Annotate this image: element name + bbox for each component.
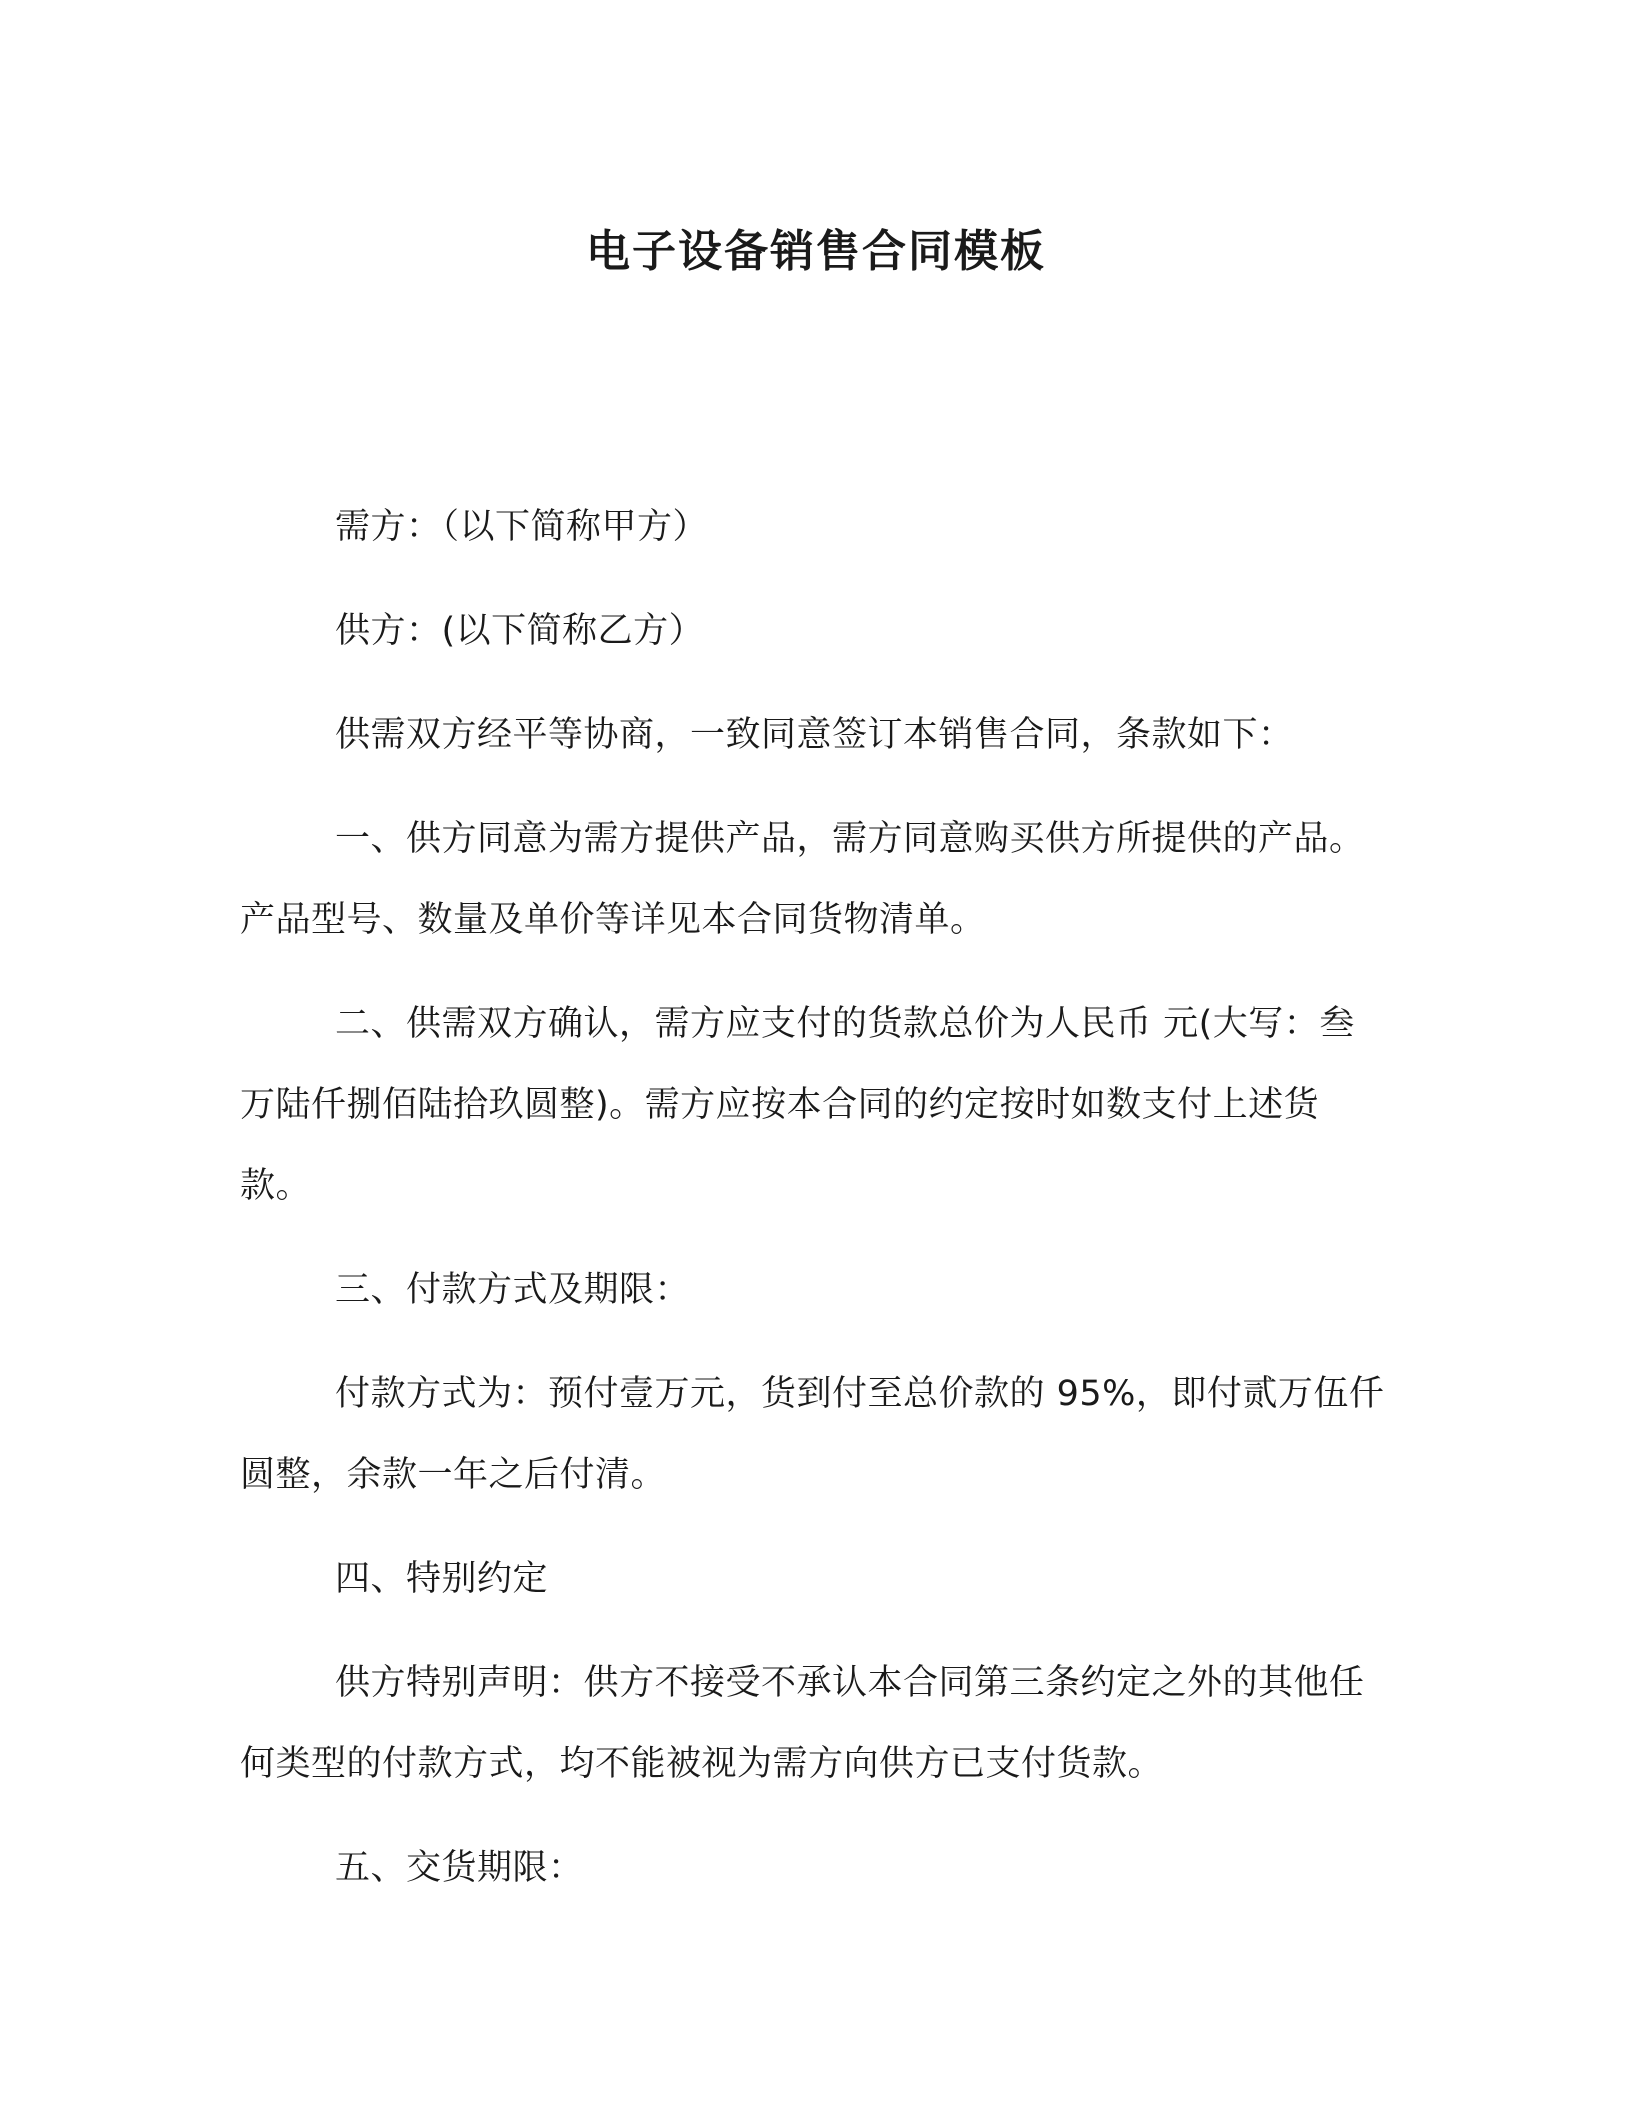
paragraph-special-statement: 供方特别声明：供方不接受不承认本合同第三条约定之外的其他任何类型的付款方式，均不能被视为需方向供方已支付货款。 [240, 1663, 1365, 1784]
paragraph-clause-4-heading: 四、特别约定 [335, 1559, 549, 1599]
document-body [240, 487, 1390, 1909]
paragraph-seller: 供方：(以下简称乙方） [335, 611, 705, 651]
paragraph-intro: 供需双方经平等协商，一致同意签订本销售合同，条款如下： [335, 715, 1294, 755]
document-title: 电子设备销售合同模板 [586, 226, 1046, 277]
paragraph-payment-terms: 付款方式为：预付壹万元，货到付至总价款的 95%，即付贰万伍仟圆整，余款一年之后付清。 [240, 1374, 1385, 1495]
paragraph-clause-3-heading: 三、付款方式及期限： [335, 1270, 691, 1310]
paragraph-clause-2: 二、供需双方确认，需方应支付的货款总价为人民币 元(大写：叁万陆仟捌佰陆拾玖圆整)。需方应按本合同的约定按时如数支付上述货款。 [240, 1004, 1355, 1206]
paragraph-clause-1: 一、供方同意为需方提供产品，需方同意购买供方所提供的产品。产品型号、数量及单价等详见本合同货物清单。 [240, 819, 1365, 940]
paragraph-buyer: 需方：（以下简称甲方） [335, 507, 709, 547]
paragraph-clause-5-heading: 五、交货期限： [335, 1848, 584, 1888]
